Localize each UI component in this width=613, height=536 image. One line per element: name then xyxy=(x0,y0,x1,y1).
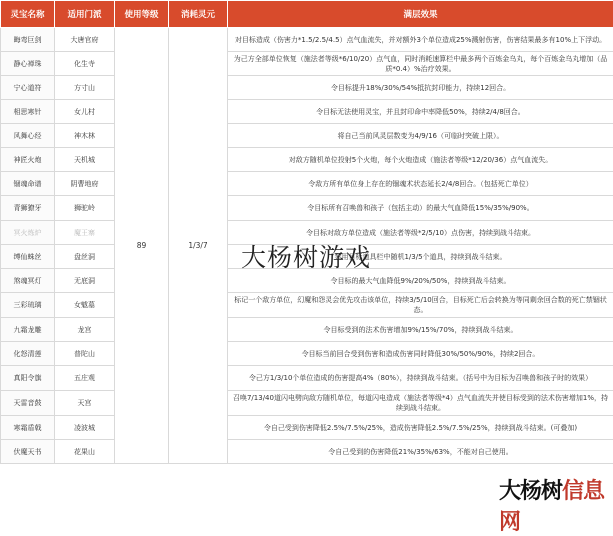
table-row xyxy=(1,124,613,148)
lingbao-name: 锢魂命谱 xyxy=(1,172,55,196)
effect-text: 令目标当前回合受到伤害和造成伤害同时降低30%/50%/90%，持续2回合。 xyxy=(228,342,613,366)
table-header-row xyxy=(1,1,613,28)
sect-name: 女儿村 xyxy=(55,100,115,124)
sect-name: 化生寺 xyxy=(55,52,115,76)
lingbao-name: 神匠火炮 xyxy=(1,148,55,172)
sect-name: 方寸山 xyxy=(55,76,115,100)
sect-name: 狮驼岭 xyxy=(55,196,115,221)
cost-value: 1/3/7 xyxy=(169,28,228,464)
table-row xyxy=(1,440,613,464)
lingbao-name: 煞魂冥灯 xyxy=(1,269,55,293)
effect-text: 令目标对敌方单位造成（施法者等级*2/5/10）点伤害，持续到战斗结束。 xyxy=(228,221,613,245)
level-value: 89 xyxy=(115,28,169,464)
lingbao-name: 九霜龙雕 xyxy=(1,318,55,342)
effect-text: 令目标所有召唤兽和孩子（包括主动）的最大气血降低15%/35%/90%。 xyxy=(228,196,613,221)
lingbao-name: 冥火炼炉 xyxy=(1,221,55,245)
lingbao-name: 青狮獠牙 xyxy=(1,196,55,221)
sect-name: 五庄观 xyxy=(55,366,115,391)
table-row xyxy=(1,318,613,342)
effect-text: 令敌方所有单位身上存在的锢魂术状态延长2/4/8回合。（包括死亡单位） xyxy=(228,172,613,196)
lingbao-name: 真阳令旗 xyxy=(1,366,55,391)
table-row xyxy=(1,52,613,76)
table-row xyxy=(1,342,613,366)
sect-name: 天宫 xyxy=(55,391,115,416)
sect-name: 大唐官府 xyxy=(55,28,115,52)
lingbao-name: 化怒清莲 xyxy=(1,342,55,366)
effect-text: 为己方全部单位恢复（施法者等级*6/10/20）点气血，同时消耗速算栏中最多两个百炼金乌丸，每个百炼金乌丸增加（品质*0.4）%治疗效果。 xyxy=(228,52,613,76)
lingbao-name: 寒霜盾戟 xyxy=(1,416,55,440)
sect-name: 阴曹地府 xyxy=(55,172,115,196)
lingbao-name: 相思寒针 xyxy=(1,100,55,124)
sect-name: 天机城 xyxy=(55,148,115,172)
sect-name: 无底洞 xyxy=(55,269,115,293)
lingbao-name: 三彩琉璃 xyxy=(1,293,55,318)
sect-name: 花果山 xyxy=(55,440,115,464)
effect-text: 对目标造成（伤害力*1.5/2.5/4.5）点气血流失，并对额外3个单位造成25%溅射伤害，伤害结果最多有10%上下浮动。 xyxy=(228,28,613,52)
lingbao-name: 伏魔天书 xyxy=(1,440,55,464)
table-row xyxy=(1,366,613,391)
watermark-text: 大杨树游戏 xyxy=(241,238,371,274)
sect-name: 魔王寨 xyxy=(55,221,115,245)
lingbao-name: 天雷音鼓 xyxy=(1,391,55,416)
effect-text: 将自己当前风灵层数变为4/9/16（可临时突破上限）。 xyxy=(228,124,613,148)
header-cost: 消耗灵元 xyxy=(169,1,228,28)
table-row xyxy=(1,391,613,416)
effect-text: 令自己受到伤害降低2.5%/7.5%/25%，造成伤害降低2.5%/7.5%/25%，持续到战斗结束。(可叠加) xyxy=(228,416,613,440)
effect-text: 召唤7/13/40道闪电劈向敌方随机单位，每道闪电造成（施法者等级*4）点气血流失并使目标受到的法术伤害增加1%，持续到战斗结束。 xyxy=(228,391,613,416)
table-row xyxy=(1,221,613,245)
sect-name: 凌波城 xyxy=(55,416,115,440)
lingbao-name: 宁心道符 xyxy=(1,76,55,100)
effect-text: 令自己受到的伤害降低21%/35%/63%，不能对自己使用。 xyxy=(228,440,613,464)
table-row xyxy=(1,148,613,172)
table-row xyxy=(1,76,613,100)
effect-text: 禁用目标道具栏中随机1/3/5个道具，持续到战斗结束。 xyxy=(228,245,613,269)
lingbao-name: 静心禅珠 xyxy=(1,52,55,76)
sect-name: 普陀山 xyxy=(55,342,115,366)
header-name: 灵宝名称 xyxy=(1,1,55,28)
effect-text: 标记一个敌方单位，幻魔和怨灵会优先攻击该单位，持续3/5/10回合，目标死亡后会转换为等同剩余回合数的死亡禁锢状态。 xyxy=(228,293,613,318)
header-sect: 适用门派 xyxy=(55,1,115,28)
table-row xyxy=(1,416,613,440)
effect-text: 令目标的最大气血降低9%/20%/50%，持续到战斗结束。 xyxy=(228,269,613,293)
table-row xyxy=(1,28,613,52)
effect-text: 对敌方随机单位投射5个火炮，每个火炮造成（施法者等级*12/20/36）点气血流失。 xyxy=(228,148,613,172)
effect-text: 令目标无法使用灵宝，并且封印命中率降低50%，持续2/4/8回合。 xyxy=(228,100,613,124)
sect-name: 女魃墓 xyxy=(55,293,115,318)
table-row xyxy=(1,172,613,196)
effect-text: 令己方1/3/10个单位造成的伤害提高4%（80%），持续到战斗结束。（括号中为目标为召唤兽和孩子时的效果） xyxy=(228,366,613,391)
table-row xyxy=(1,293,613,318)
logo-part2: 信息网 xyxy=(499,479,604,535)
site-logo xyxy=(499,474,613,536)
lingbao-name: 风舞心经 xyxy=(1,124,55,148)
effect-text: 令目标受到的法术伤害增加9%/15%/70%，持续到战斗结束。 xyxy=(228,318,613,342)
table-row xyxy=(1,269,613,293)
header-effect: 满层效果 xyxy=(228,1,613,28)
effect-text: 令目标提升18%/30%/54%抵抗封印能力，持续12回合。 xyxy=(228,76,613,100)
lingbao-name: 晦弯巨剑 xyxy=(1,28,55,52)
table-row xyxy=(1,245,613,269)
table-row xyxy=(1,100,613,124)
header-level: 使用等级 xyxy=(115,1,169,28)
table-row xyxy=(1,196,613,221)
sect-name: 神木林 xyxy=(55,124,115,148)
sect-name: 龙宫 xyxy=(55,318,115,342)
lingbao-name: 缚仙蛛丝 xyxy=(1,245,55,269)
logo-part1: 大杨树 xyxy=(499,479,562,504)
sect-name: 盘丝洞 xyxy=(55,245,115,269)
